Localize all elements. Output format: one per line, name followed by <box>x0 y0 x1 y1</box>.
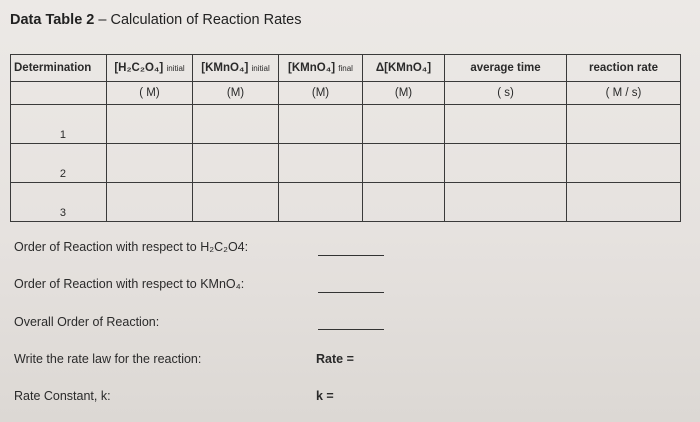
table-cell[interactable] <box>567 144 681 183</box>
unit-cell: (M) <box>363 82 445 105</box>
table-cell[interactable] <box>567 105 681 144</box>
header-average-time: average time <box>445 55 567 82</box>
table-cell[interactable] <box>567 183 681 222</box>
table-cell[interactable] <box>193 144 279 183</box>
question-overall-order: Overall Order of Reaction: <box>14 315 160 329</box>
table-row <box>11 105 681 144</box>
page-title <box>10 12 302 28</box>
header-reaction-rate: reaction rate <box>567 55 681 82</box>
row-number: 2 <box>11 144 107 183</box>
unit-cell: ( s) <box>445 82 567 105</box>
units-row <box>11 82 681 105</box>
table-cell[interactable] <box>279 105 363 144</box>
answer-blank-order-h2c2o4[interactable] <box>318 241 384 256</box>
table-row <box>11 183 681 222</box>
title-bold: Data Table 2 <box>10 12 95 28</box>
table-cell[interactable] <box>107 105 193 144</box>
table-cell[interactable] <box>279 144 363 183</box>
header-h2c2o4-initial: [H₂C₂O₄] initial <box>107 55 193 82</box>
table-cell[interactable] <box>279 183 363 222</box>
row-number: 3 <box>11 183 107 222</box>
data-table <box>10 54 681 222</box>
table-cell[interactable] <box>193 183 279 222</box>
table-cell[interactable] <box>363 105 445 144</box>
header-kmno4-initial: [KMnO₄] initial <box>193 55 279 82</box>
table-cell[interactable] <box>193 105 279 144</box>
header-row <box>11 55 681 82</box>
title-rest: – Calculation of Reaction Rates <box>94 12 302 28</box>
unit-cell <box>11 82 107 105</box>
table-cell[interactable] <box>107 144 193 183</box>
unit-cell: ( M) <box>107 82 193 105</box>
table-cell[interactable] <box>445 183 567 222</box>
rate-law-answer-label: Rate = <box>316 352 354 366</box>
question-rate-constant: Rate Constant, k: <box>14 389 111 403</box>
answer-blank-overall-order[interactable] <box>318 315 384 330</box>
unit-cell: (M) <box>279 82 363 105</box>
question-order-h2c2o4: Order of Reaction with respect to H₂C₂O4: <box>14 240 249 254</box>
table-cell[interactable] <box>363 183 445 222</box>
question-order-kmno4: Order of Reaction with respect to KMnO₄: <box>14 277 245 291</box>
row-number: 1 <box>11 105 107 144</box>
table-cell[interactable] <box>363 144 445 183</box>
unit-cell: (M) <box>193 82 279 105</box>
header-delta-kmno4: Δ[KMnO₄] <box>363 55 445 82</box>
table-cell[interactable] <box>445 105 567 144</box>
table-cell[interactable] <box>107 183 193 222</box>
unit-cell: ( M / s) <box>567 82 681 105</box>
header-determination: Determination <box>11 55 107 82</box>
header-kmno4-final: [KMnO₄] final <box>279 55 363 82</box>
table-cell[interactable] <box>445 144 567 183</box>
answer-blank-order-kmno4[interactable] <box>318 278 384 293</box>
table-row <box>11 144 681 183</box>
question-rate-law: Write the rate law for the reaction: <box>14 352 202 366</box>
rate-constant-answer-label: k = <box>316 389 334 403</box>
